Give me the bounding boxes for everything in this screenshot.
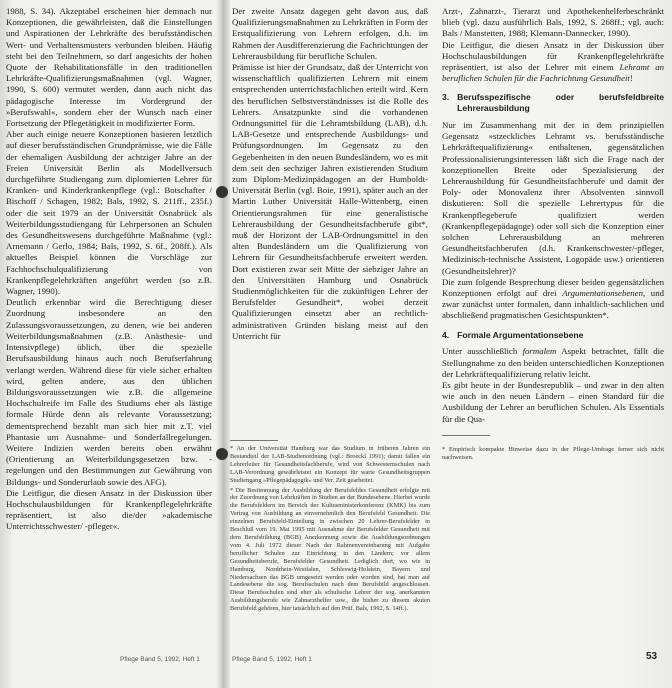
footnote-rule <box>442 435 490 436</box>
paragraph: Aber auch einige neuere Konzeptionen basieren letztlich auf dieser berufsständischen Grundprämisse, wie die Fälle der ehemaligen Ausbildung der achtziger Jahre an der Freien Universität Berlin als Modellversuch durchgeführte Studiengang zum diplomierten Lehrer für Kranken- und Kinderkrankenpflege (vgl.: Botschafter / Bischoff / Schagen, 1982; Bals, 1992, S. 211ff., 235f.) oder die seit 1979 an der Universität Osnabrück als Weiterbildungsstudiengang für Lehrpersonen an Schulen des Gesundheitswesens durchgeführte Maßnahme (vgl.: Arnemann / Gerlo, 1984; Bals, 1992, S. 6f., 208ff.). Als aktuelles Beispiel können die Vorschläge zur Fachhochschulqualifizierung von Krankenpflegelehrkräften angeführt werden (so z.B. Wagner, 1990). <box>6 129 212 297</box>
text-run: Die zum folgende Besprechung dieser beiden gegensätzlichen Konzeptionen erfolgt auf drei <box>442 276 664 299</box>
emphasis: Lehramt an beruflichen Schulen für die Fachrichtung Gesundheit <box>442 62 664 84</box>
paragraph: Nur im Zusammenhang mit der in dem prinzipiellen Gegensatz »stzeckliches Lehramt vs. berufsständische Lehrkräftequalifizierung« enthaltenen, gegensätzlichen Professionalisierungsinteressen läßt sich die Frage nach der konzeptionellen Breite oder Spezialisierung der Lehrerausbildung für Gesundheitsfachberufe und damit der Poly- oder Monovalenz ihrer Absolventen sinnvoll diskutieren: Soll die spezielle Lehrertypus für die Krankenpflegeberufe qualifiziert werden (Krankenpflegepädagoge) oder soll sich die Konzeption einer solchen Lehrerausbildung an mehreren Gesundheitsfachberufen (d.h. Krankenschwester/-pfleger, Medizinisch-technische Assistent, Logopäde usw.) orientieren (Gesundheitslehrer)? <box>442 120 664 276</box>
text-column-left <box>6 6 212 634</box>
footnote: * Die Bestimmung der Ausbildung der Berufsfeldes Gesundheit erfolgte mit der Zuordnung von Lehrkräften in Studien an der Bundesebene. Hierbei wurde die Berufsfeldern im Bereich der Kultusministerkonferenz (KMK) bis zum Vertrag von Ausbildung an einvernehmlich den Berufsfeld Gesundheit. Die einzelnen Berufsfeld-Einteilung in zwischen 20 Lehrer-Berufsfelder in Beschluß vom 19. Mai 1995 mit Ausnahme der Berufsfelder Gesundheit mit dem Berufsbildung (BGB) Anerkennung sowie die Ausbildungsordnungen vom 4. Juli 1972 dieser Nach der Rahmenvereinbarung mit Aufgabe beruflicher Schulen zur Einrichtung in den Ländern; vor allem Gesundheitsberufe, Berufsfelder Gesundheit. Lediglich dort, wo wie in Hamburg, Nordrhein-Westfalen, Schleswig-Holstein, Bayern und Niedersachsen das BGB umgesetzt werden oder worden sind, hat man auf Landesebene die sog. Berufsschulen nach dem Berufsbild angeschlossen. Diese Berufsschulen sind eher als schulische Lehrer der sog. anerkannten Ausbildungsberufe wie Zahnarzthelfer usw., die bisher zu diesem akuten Berufsfeld gehören, hier tatsächlich auf den Prüf. Bals, 1992, S. 14ff.). <box>230 486 430 613</box>
paragraph: Der zweite Ansatz dagegen geht davon aus, daß Qualifizierungsmaßnahmen zu Lehrkräften in Form der Erstqualifizierung von Lehrern erfolgen, d.h. im Rahmen der Ausdifferenzierung die Fachrichtungen der Lehrerausbildung für berufliche Schulen. <box>232 6 428 61</box>
section-heading <box>442 92 664 114</box>
text-column-middle <box>232 6 428 436</box>
footnote: * An der Universität Hamburg war das Studium in früheren Jahren ein Bestandteil der LAB-Studienordnung (vgl.: Broeckl 1991); damit fallen ein Lehrerleiter für Gesundheitsfachberufe, wird von Schwesternschulen nach LAB-Verordnung gewährleistet ein Konzept für warte Gesundheitsgruppen Studiengang »Pflegepädagogik« und Ver. Zeit gearbeitet. <box>230 445 430 484</box>
text-run: Unter ausschließlich <box>442 346 523 357</box>
paragraph: 1988, S. 34). Akzeptabel erscheinen hier demnach nur Konzeptionen, die gewährleisten, daß die Einstellungen und Aspirationen der Lehrkräfte des berufsständischen Wert- und Verhaltensmusters verbunden bleiben. Häufig steht bei den Teilnehmern, so darf angesichts der hohen Quote der Rehabilitationsfälle in den traditionellen Lehrkräfte-Qualifizierungsmaßnahmen (vgl. Wagner, 1990, S. 600) vermutet werden, dann auch nicht das pädagogische Interesse im Vordergrund der »Berufswahl«, sondern eher der Wunsch nach einer Fortsetzung der Pflegetätigkeit in modifizierter Form. <box>6 6 212 129</box>
section-heading <box>442 330 664 341</box>
book-gutter <box>216 0 230 688</box>
text-run: Die Leitfigur, die diesen Ansatz in der Diskussion über Hochschulausbildungen für Krankenpflegelehrkräfte repräsentiert, ist also der Lehrer mit einem <box>442 39 664 73</box>
paragraph: Deutlich erkennbar wird die Berechtigung dieser Zuordnung insbesondere an den Zulassungsvoraussetzungen, zu denen, wie bei anderen Weiterbildungsmaßnahmen (z.B. Anästhesie- und Intensivpflege) üblich, über die spezielle Berufsausbildung hinaus auch noch Berufserfahrung verlangt werden. Während diese für viele sicher erhalten wird, gelten andere, aus den üblichen Bildungsvoraussetzungen wie z.B. die allgemeine Hochschulreife im Falle des Studiums eher als lästige formale Hürde denn als relevante Voraussetzung; dementsprechend bezahlt man sich hier mit z.T. viel Phantasie um Ausnahme- und Sonderfallregelungen. Weitere Indizien werden bereits oben erwähnt (Orientierung an Weiterbildungsgesetzen bzw. -regelungen und den Bestimmungen zur Gewährung von Bildungs- und Sonderurlaub sowie des AFG). <box>6 297 212 487</box>
paragraph: Die Leitfigur, die diesen Ansatz in der Diskussion über Hochschulausbildungen für Krankenpflegelehrkräfte repräsentiert, ist also die/der »akademische Unterrichtsschwester/ -pfleger«. <box>6 487 212 532</box>
section-title: Formale Argumentationsebene <box>457 329 584 340</box>
section-title: Berufsspezifische oder berufsfeldbreite Lehrerausbildung <box>457 92 664 114</box>
paragraph <box>442 346 664 380</box>
binding-hole <box>216 186 228 198</box>
text-run: ! <box>629 73 633 84</box>
page-number: 53 <box>646 651 658 662</box>
section-number: 3. <box>442 92 450 103</box>
text-column-right <box>442 6 664 620</box>
running-footer: Pflege Band 5, 1992, Heft 1 <box>232 656 312 663</box>
footnotes <box>230 438 430 636</box>
footnote-rule <box>230 440 278 441</box>
section-number: 4. <box>442 329 450 340</box>
running-footer: Pflege Band 5, 1992, Heft 1 <box>120 656 200 663</box>
text-run: Aspekt betrachtet, fällt die Stellungnahme zu den beiden unterschiedlichen Konzeptionen der Lehrkräftequalifizierung relativ leicht. <box>442 346 664 379</box>
paragraph <box>442 40 664 85</box>
paragraph: Arzt-, Zahnarzt-, Tierarzt und Apothekenhelferbeschränkt blieb (vgl. dazu ausführlich Bals, 1992, S. 268ff.; vgl. auch: Bals / Manstetten, 1988; Klemann-Dannecker, 1990). <box>442 6 664 39</box>
binding-hole <box>216 448 228 460</box>
paragraph: Es gibt heute in der Bundesrepublik – und zwar in den alten wie auch in den neuen Ländern – einen Standard für die Ausbildung der Lehrer an beruflichen Schulen. Als Essentials für die Qua- <box>442 380 664 424</box>
footnote: * Empirisch kompakte Hinweise dazu in der Pflege-Umfrage ferner sich nicht nachweisen. <box>442 445 664 461</box>
paragraph: Prämisse ist hier der Grundsatz, daß der Unterricht von wissenschaftlich qualifizierten Lehrern mit einem entsprechenden unterrichtsfachlichen erteilt wird. Kern des beruflichen Selbstverständnisses ist die Rolle des Lehrers. Ansatzpunkte sind die vorhandenen Ordnungsmittel für die Lehramtsbildung (LAB), d.h. LAB-Gesetze und entsprechende Ausbildungs- und Prüfungsordnungen. Im Gegensatz zu den Gegebenheiten in den neuen Bundesländern, wo es mit dem seit den sechziger Jahren existierenden Studium zum Diplom-Medizinpädagogen an der Humboldt-Universität Berlin (vgl. Boie, 1991), später auch an der Martin Luther Universität Halle-Wittenberg, einen Orientierungsrahmen für eine generalistische Lehrerausbildung der Gesundheitsfachberufe gibt*, muß der Horizont der LAB-Ordnungsmittel in den alten Bundesländern um die Qualifizierung von Lehrern für Gesundheitsfachberufe erweitert werden. Dort existieren zwar seit Mitte der siebziger Jahre an den Universitäten Hamburg und Osnabrück Studienmöglichkeiten für die zukünftigen Lehrer der Berufsfelder Gesundheit*, wobei derzeit Qualifizierungen einsetzt aber an rechtlich-administrativen Gründen bislang meist auf den Unterricht für <box>232 62 428 341</box>
paragraph <box>442 277 664 322</box>
emphasis: formalem <box>522 346 557 357</box>
emphasis: Argumentationsebenen <box>562 288 643 299</box>
text-run: , und zwar zunächst unter formalen, dann inhaltlich-sachlichen und abschließend pragmatischen Gesichtspunkten*. <box>442 288 664 321</box>
